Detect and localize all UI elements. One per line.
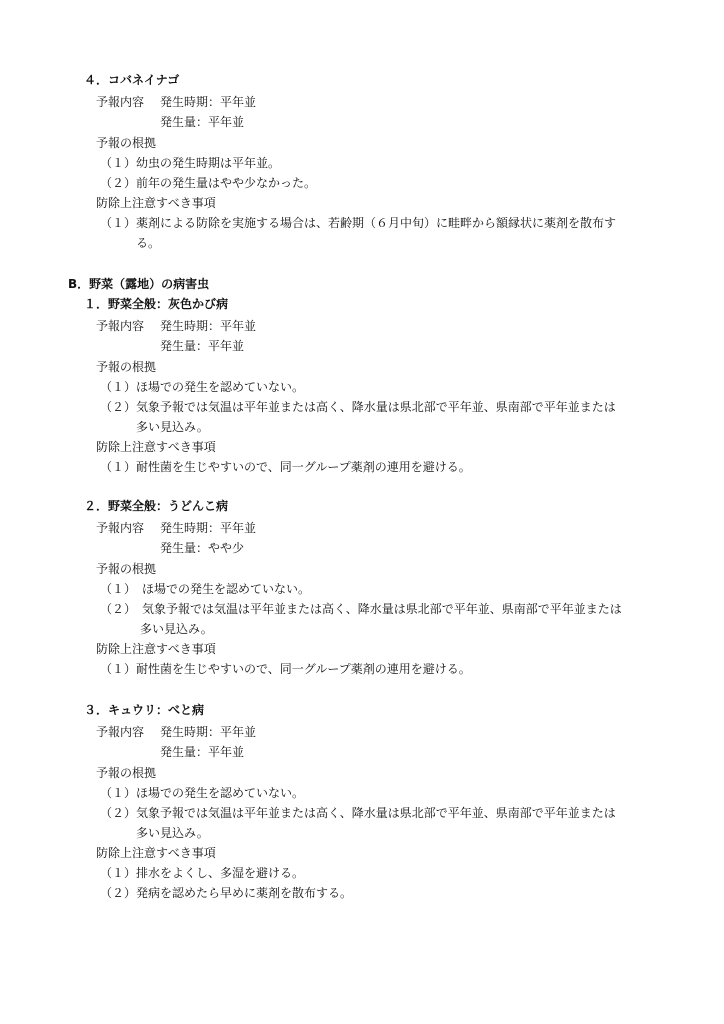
basis-label: 予報の根拠 bbox=[96, 136, 157, 150]
control-item: （２）発病を認めたら早めに薬剤を散布する。 bbox=[100, 886, 353, 900]
forecast-timing: 発生時期：平年並 bbox=[160, 725, 257, 739]
forecast-timing: 発生時期：平年並 bbox=[160, 95, 257, 109]
forecast-amount: 発生量：平年並 bbox=[160, 115, 245, 129]
basis-label: 予報の根拠 bbox=[96, 766, 157, 780]
control-item: （１）耐性菌を生じやすいので、同一グループ薬剤の連用を避ける。 bbox=[100, 460, 471, 474]
control-item: （１）耐性菌を生じやすいので、同一グループ薬剤の連用を避ける。 bbox=[100, 662, 471, 676]
basis-item: （２）気象予報では気温は平年並または高く、降水量は県北部で平年並、県南部で平年並または bbox=[100, 806, 616, 820]
forecast-timing: 発生時期：平年並 bbox=[160, 319, 257, 333]
control-label: 防除上注意すべき事項 bbox=[96, 196, 216, 210]
forecast-label: 予報内容 bbox=[96, 319, 145, 333]
control-label: 防除上注意すべき事項 bbox=[96, 642, 216, 656]
basis-label: 予報の根拠 bbox=[96, 360, 157, 374]
control-label: 防除上注意すべき事項 bbox=[96, 440, 216, 454]
section-4-heading: ４．コバネイナゴ bbox=[84, 73, 180, 87]
b1-heading: １．野菜全般：灰色かび病 bbox=[84, 297, 229, 311]
forecast-label: 予報内容 bbox=[96, 725, 145, 739]
basis-item-continued: 多い見込み。 bbox=[136, 420, 209, 434]
control-item-continued: る。 bbox=[136, 236, 161, 250]
basis-item-continued: 多い見込み。 bbox=[136, 826, 209, 840]
forecast-label: 予報内容 bbox=[96, 521, 145, 535]
forecast-amount: 発生量：平年並 bbox=[160, 339, 245, 353]
basis-item: （１） ほ場での発生を認めていない。 bbox=[100, 582, 311, 596]
control-item: （１）薬剤による防除を実施する場合は、若齢期（６月中旬）に畦畔から額縁状に薬剤を散布す bbox=[100, 216, 617, 230]
basis-item: （２）気象予報では気温は平年並または高く、降水量は県北部で平年並、県南部で平年並または bbox=[100, 400, 616, 414]
control-item: （１）排水をよくし、多湿を避ける。 bbox=[100, 866, 305, 880]
section-b-heading: B．野菜（露地）の病害虫 bbox=[68, 277, 210, 291]
b2-heading: ２．野菜全般：うどんこ病 bbox=[84, 499, 229, 513]
forecast-timing: 発生時期：平年並 bbox=[160, 521, 257, 535]
forecast-amount: 発生量：平年並 bbox=[160, 745, 245, 759]
basis-item: （１）ほ場での発生を認めていない。 bbox=[100, 786, 305, 800]
control-label: 防除上注意すべき事項 bbox=[96, 846, 216, 860]
basis-item: （２）前年の発生量はやや少なかった。 bbox=[100, 176, 317, 190]
basis-label: 予報の根拠 bbox=[96, 562, 157, 576]
basis-item: （１）ほ場での発生を認めていない。 bbox=[100, 380, 305, 394]
b3-heading: ３．キュウリ：べと病 bbox=[84, 703, 205, 717]
forecast-label: 予報内容 bbox=[96, 95, 145, 109]
forecast-amount: 発生量：やや少 bbox=[160, 541, 245, 555]
basis-item-continued: 多い見込み。 bbox=[140, 622, 213, 636]
basis-item: （１）幼虫の発生時期は平年並。 bbox=[100, 156, 281, 170]
basis-item: （２） 気象予報では気温は平年並または高く、降水量は県北部で平年並、県南部で平年並または bbox=[100, 602, 622, 616]
